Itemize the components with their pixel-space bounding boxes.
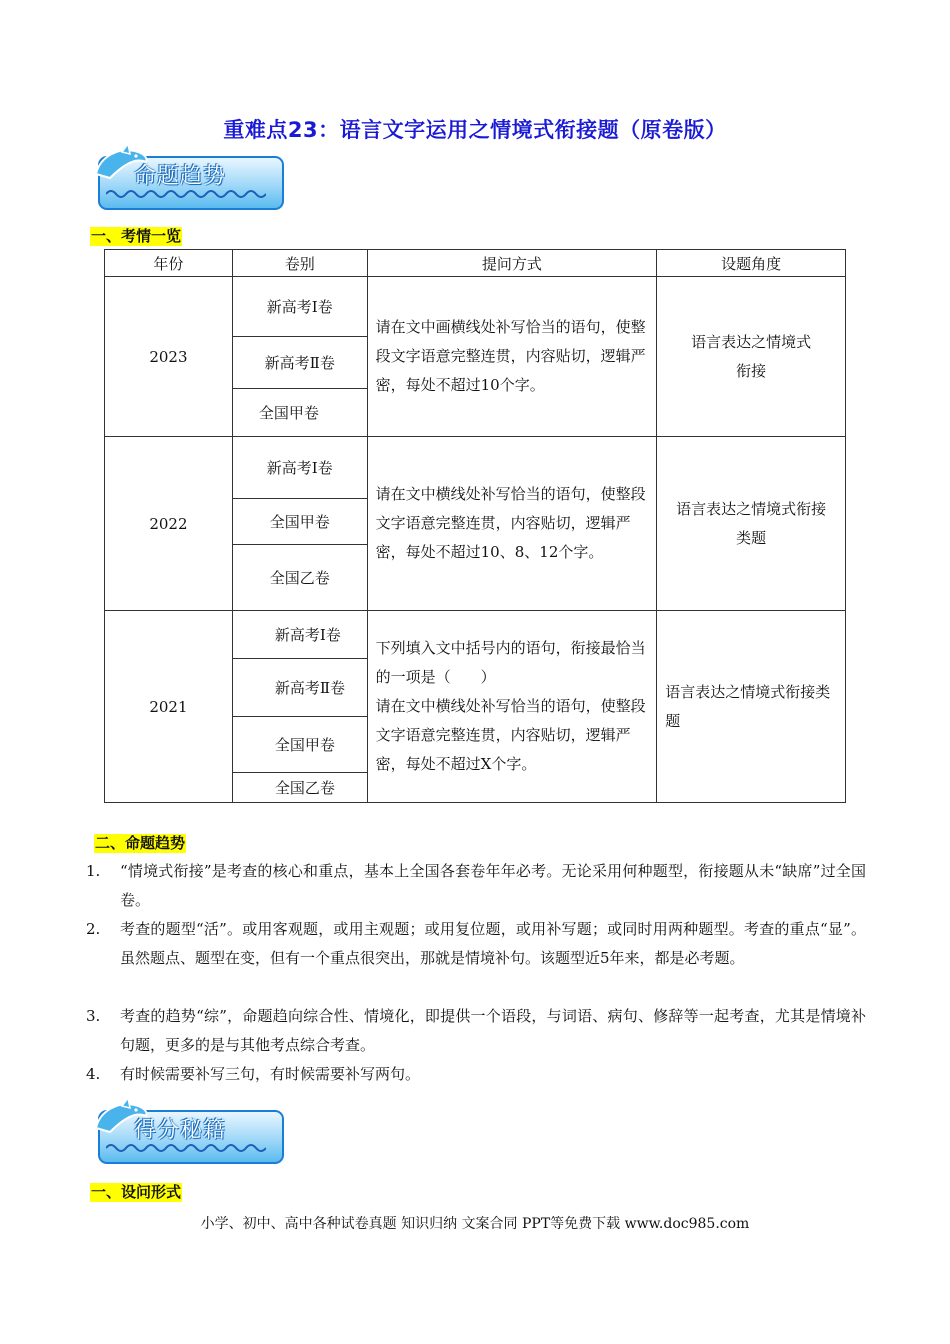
- page-footer: 小学、初中、高中各种试卷真题 知识归纳 文案合同 PPT等免费下载 www.doc985.com: [200, 1216, 750, 1232]
- wave-decoration: [106, 1142, 266, 1154]
- item-number: 1.: [86, 862, 101, 880]
- item-text: 有时候需要补写三句，有时候需要补写两句。: [120, 1065, 421, 1083]
- table-header-row: [105, 250, 846, 277]
- table-row: [105, 611, 846, 659]
- question-line-1: 下列填入文中括号内的语句，衔接最恰当的一项是（ ）: [375, 639, 646, 686]
- item-number: 2.: [86, 920, 101, 938]
- year-cell: 2022: [105, 437, 233, 611]
- year-cell: 2021: [105, 611, 233, 803]
- header-paper: 卷别: [232, 250, 367, 277]
- header-question: 提问方式: [367, 250, 657, 277]
- question-cell: 请在文中横线处补写恰当的语句，使整段文字语意完整连贯，内容贴切，逻辑严密，每处不超过10、8、12个字。: [367, 437, 657, 611]
- banner-label: 得分秘籍: [134, 1118, 227, 1143]
- section-heading-overview: 一、考情一览: [91, 227, 182, 245]
- header-angle: 设题角度: [657, 250, 846, 277]
- item-number: 4.: [86, 1065, 101, 1083]
- paper-cell: 新高考Ⅱ卷: [232, 659, 367, 717]
- paper-cell: 全国甲卷: [232, 389, 367, 437]
- banner-label: 命题趋势: [134, 164, 227, 189]
- table-row: [105, 437, 846, 499]
- item-text: 考查的题型“活”。或用客观题，或用主观题；或用复位题，或用补写题；或同时用两种题型。考查的重点“显”。虽然题点、题型在变，但有一个重点很突出，那就是情境补句。该题型近5年来，都是必考题。: [120, 920, 866, 967]
- paper-cell: 全国乙卷: [232, 773, 367, 803]
- paper-cell: 全国甲卷: [232, 499, 367, 545]
- paper-cell: 新高考Ⅰ卷: [232, 277, 367, 337]
- list-item: [86, 1002, 866, 1060]
- paper-cell: 全国乙卷: [232, 545, 367, 611]
- angle-cell: 语言表达之情境式衔接类题: [657, 437, 846, 611]
- question-line-2: 请在文中横线处补写恰当的语句，使整段文字语意完整连贯，内容贴切，逻辑严密，每处不超过X个字。: [375, 697, 646, 773]
- question-cell: 请在文中画横线处补写恰当的语句，使整段文字语意完整连贯，内容贴切，逻辑严密，每处不超过10个字。: [367, 277, 657, 437]
- wave-decoration: [106, 188, 266, 200]
- paper-cell: 新高考Ⅰ卷: [232, 437, 367, 499]
- trend-banner: [92, 144, 288, 210]
- paper-cell: 新高考Ⅰ卷: [232, 611, 367, 659]
- secret-banner: [92, 1098, 288, 1164]
- item-text: “情境式衔接”是考查的核心和重点，基本上全国各套卷年年必考。无论采用何种题型，衔接题从未“缺席”过全国卷。: [120, 862, 866, 909]
- question-cell: [367, 611, 657, 803]
- item-number: 3.: [86, 1007, 101, 1025]
- section-heading-question-form: 一、设问形式: [91, 1183, 182, 1201]
- paper-cell: 全国甲卷: [232, 717, 367, 773]
- page-title: 重难点23：语言文字运用之情境式衔接题（原卷版）: [223, 118, 727, 142]
- list-item: [86, 1060, 866, 1089]
- table-row: [105, 277, 846, 337]
- list-item: [86, 857, 866, 915]
- header-year: 年份: [105, 250, 233, 277]
- exam-overview-table: [104, 249, 846, 803]
- angle-cell: 语言表达之情境式衔接类题: [657, 611, 846, 803]
- list-item: [86, 915, 866, 973]
- year-cell: 2023: [105, 277, 233, 437]
- section-heading-trend: 二、命题趋势: [95, 834, 186, 852]
- paper-cell: 新高考Ⅱ卷: [232, 337, 367, 389]
- angle-cell: 语言表达之情境式衔接: [657, 277, 846, 437]
- item-text: 考查的趋势“综”，命题趋向综合性、情境化，即提供一个语段，与词语、病句、修辞等一起考查，尤其是情境补句题，更多的是与其他考点综合考查。: [120, 1007, 866, 1054]
